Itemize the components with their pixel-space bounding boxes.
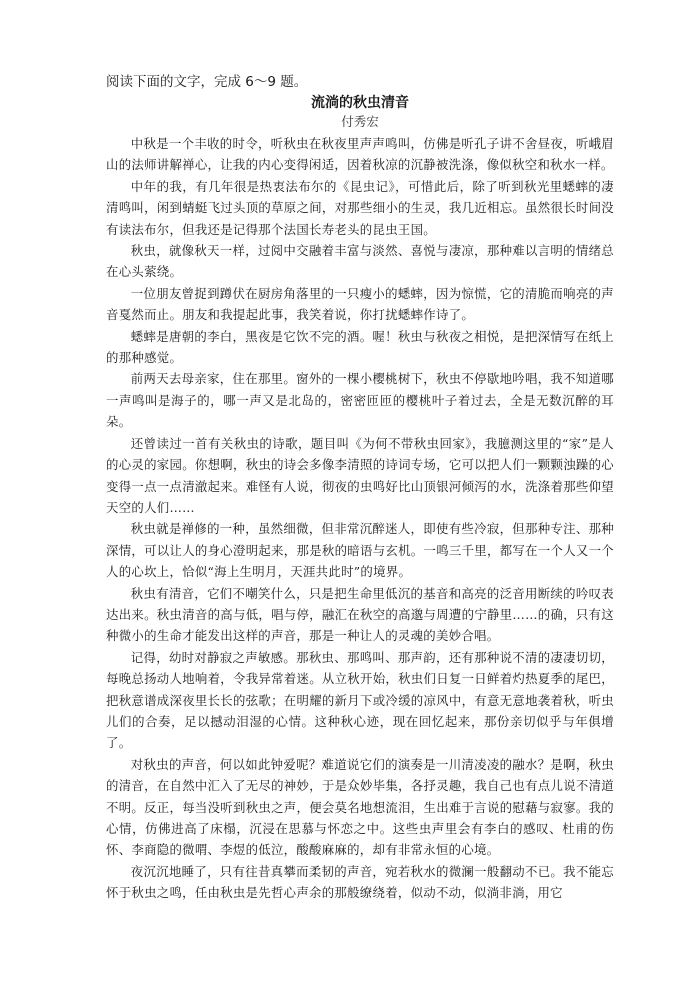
paragraph: 秋虫就是禅修的一种，虽然细微，但非常沉醉迷人，即使有些冷寂，但那种专注、那种深情，可以让人的身心澄明起来，那是秋的暗语与玄机。一鸣三千里，都写在一个人又一个人的心坎上，恰似“海上生明月，天涯共此时”的境界。 xyxy=(106,521,614,580)
paragraph: 中秋是一个丰收的时令，听秋虫在秋夜里声声鸣叫，仿佛是听孔子讲不舍昼夜，听峨眉山的法师讲解禅心，让我的内心变得闲适，因着秋凉的沉静被洗涤，像似秋空和秋水一样。 xyxy=(106,136,614,173)
question-instruction: 阅读下面的文字，完成 6～9 题。 xyxy=(106,74,308,90)
paragraph: 一位朋友曾捉到蹲伏在厨房角落里的一只瘦小的蟋蟀，因为惊慌，它的清脆而响亮的声音戛然而止。朋友和我提起此事，我笑着说，你打扰蟋蟀作诗了。 xyxy=(106,285,614,323)
document-page xyxy=(106,72,614,904)
paragraph: 中年的我，有几年很是热衷法布尔的《昆虫记》，可惜此后，除了听到秋光里蟋蟀的凄清鸣叫，闲到蜻蜓飞过头顶的草原之间，对那些细小的生灵，我几近相忘。虽然很长时间没有读法布尔，但我还是记得那个法国长寿老头的昆虫王国。 xyxy=(106,178,614,237)
article-body xyxy=(106,133,614,904)
article-author: 付秀宏 xyxy=(341,114,379,129)
paragraph: 还曾读过一首有关秋虫的诗歌，题目叫《为何不带秋虫回家》，我臆测这里的“家”是人的心灵的家园。你想啊，秋虫的诗会多像李清照的诗词专场，它可以把人们一颗颗浊躁的心变得一点一点清澈起来。难怪有人说，彻夜的虫鸣好比山顶银河倾泻的水，洗涤着那些仰望天空的人们…… xyxy=(106,435,614,515)
article-title: 流淌的秋虫清音 xyxy=(311,95,409,111)
paragraph: 前两天去母亲家，住在那里。窗外的一棵小樱桃树下，秋虫不停歇地吟唱，我不知道哪一声鸣叫是海子的，哪一声又是北岛的，密密匝匝的樱桃叶子着过去，全是无数沉醉的耳朵。 xyxy=(106,371,614,430)
paragraph: 夜沉沉地睡了，只有往昔真攀而柔韧的声音，宛若秋水的微澜一般翻动不已。我不能忘怀于秋虫之鸣，任由秋虫是先哲心声余的那般缭绕着，似动不动，似淌非淌，用它 xyxy=(106,863,614,901)
paragraph: 秋虫有清音，它们不嘲笑什么，只是把生命里低沉的基音和高亮的泛音用断续的吟叹表达出来。秋虫清音的高与低，唱与停，融汇在秋空的高邈与周遭的宁静里……的确，只有这种微小的生命才能发出这样的声音，那是一种让人的灵魂的美妙合唱。 xyxy=(106,585,614,644)
paragraph: 记得，幼时对静寂之声敏感。那秋虫、那鸣叫、那声韵，还有那种说不清的凄凄切切，每晚总扬动人地响着，令我异常着迷。从立秋开始，秋虫们日复一日鲜着灼热夏季的尾巴，把秋意谱成深夜里长长的弦歌；在明耀的新月下或冷缓的凉风中，有意无意地袭着秋，听虫儿们的合奏，足以撼动泪湿的心情。这种秋心迹，现在回忆起来，那份亲切似乎与年俱增了。 xyxy=(106,649,614,751)
paragraph: 秋虫，就像秋天一样，过阅中交融着丰富与淡然、喜悦与凄凉，那种难以言明的情绪总在心头萦绕。 xyxy=(106,243,614,280)
paragraph: 蟋蟀是唐朝的李白，黑夜是它饮不完的酒。喔！秋虫与秋夜之相悦，是把深情写在纸上的那种感觉。 xyxy=(106,328,614,366)
paragraph: 对秋虫的声音，何以如此钟爱呢？难道说它们的演奏是一川清凌凌的融水？是啊，秋虫的清音，在自然中汇入了无尽的神妙，于是众妙毕集，各抒灵趣，我自己也有点儿说不清道不明。反正，每当没听到秋虫之声，便会莫名地想流泪，生出难于言说的慰藉与寂寥。我的心情，仿佛进高了床榻，沉浸在思慕与怀恋之中。这些虫声里会有李白的感叹、杜甫的伤怀、李商隐的微喟、李煜的低泣，酸酸麻麻的，却有非常永恒的心境。 xyxy=(106,756,614,858)
